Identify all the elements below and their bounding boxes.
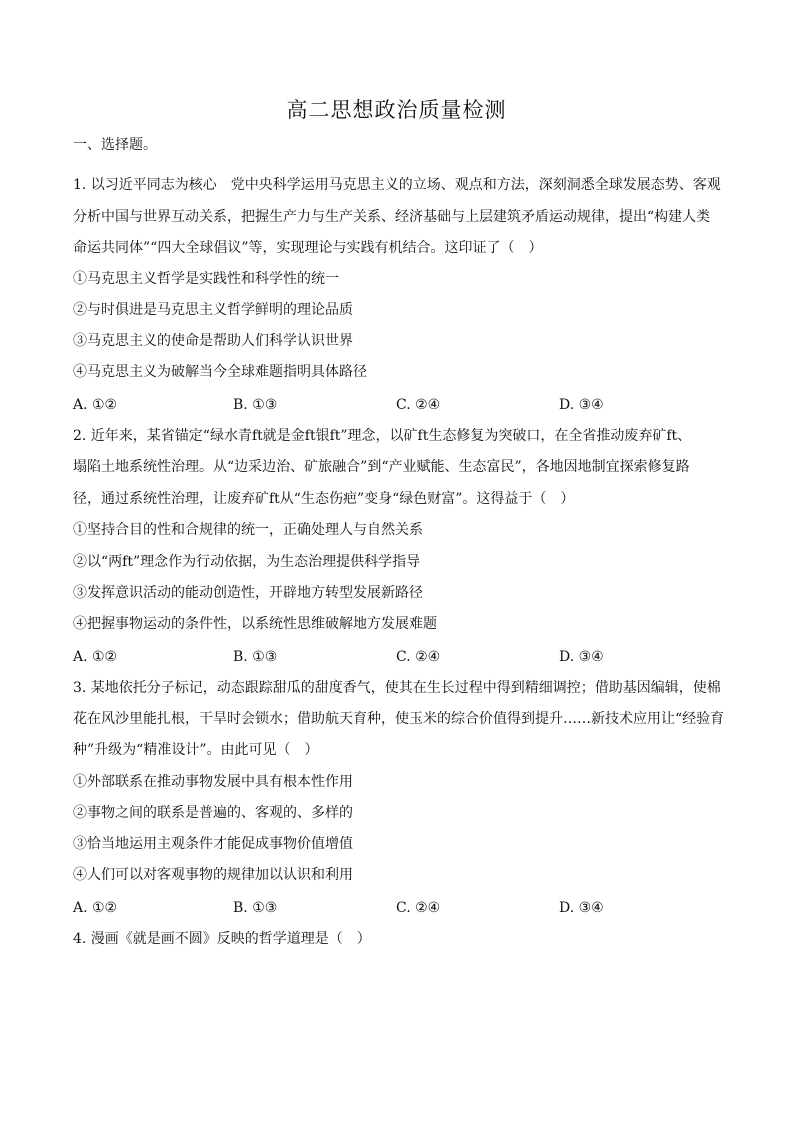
question-1-item-2: ②与时俱进是马克思主义哲学鲜明的理论品质: [73, 302, 353, 318]
question-3-stem-line-3: 种”升级为“精准设计”。由此可见（ ）: [73, 742, 319, 758]
question-1-stem-line-2: 分析中国与世界互动关系，把握生产力与生产关系、经济基础与上层建筑矛盾运动规律，提出“构建人类: [73, 209, 711, 225]
option-a: A. ①②: [73, 397, 118, 413]
question-2-item-4: ④把握事物运动的条件性，以系统性思维破解地方发展难题: [73, 616, 437, 632]
option-d: D. ③④: [559, 397, 604, 413]
option-a: A. ①②: [73, 900, 118, 916]
option-a: A. ①②: [73, 649, 118, 665]
option-b: B. ①③: [233, 649, 278, 665]
question-2-item-1: ①坚持合目的性和合规律的统一，正确处理人与自然关系: [73, 522, 423, 538]
option-d: D. ③④: [559, 649, 604, 665]
question-1-options: [73, 396, 723, 414]
question-3-options: [73, 899, 723, 917]
option-c: C. ②④: [396, 397, 441, 413]
question-1-stem-line-1: 1. 以习近平同志为核心 党中央科学运用马克思主义的立场、观点和方法，深刻洞悉全球发展态势、客观: [73, 177, 721, 193]
question-3-item-4: ④人们可以对客观事物的规律加以认识和利用: [73, 867, 353, 883]
question-3-item-2: ②事物之间的联系是普遍的、客观的、多样的: [73, 805, 353, 821]
option-c: C. ②④: [396, 649, 441, 665]
question-3-item-1: ①外部联系在推动事物发展中具有根本性作用: [73, 774, 353, 790]
question-1-item-4: ④马克思主义为破解当今全球难题指明具体路径: [73, 364, 367, 380]
option-d: D. ③④: [559, 900, 604, 916]
question-1-stem-line-3: 命运共同体”“四大全球倡议”等，实现理论与实践有机结合。这印证了（ ）: [73, 240, 543, 256]
question-1-item-3: ③马克思主义的使命是帮助人们科学认识世界: [73, 333, 353, 349]
question-3-item-3: ③恰当地运用主观条件才能促成事物价值增值: [73, 836, 353, 852]
question-3-stem-line-2: 花在风沙里能扎根，干旱时会锁水；借助航天育种，使玉米的综合价值得到提升……新技术应用让“经验育: [73, 711, 725, 727]
question-4-stem-line-1: 4. 漫画《就是画不圆》反映的哲学道理是（ ）: [73, 931, 371, 947]
question-2-item-2: ②以“两ft”理念作为行动依据，为生态治理提供科学指导: [73, 554, 421, 570]
question-2-stem-line-3: 径，通过系统性治理，让废弃矿ft从“生态伤疤”变身“绿色财富”。这得益于（ ）: [73, 491, 575, 507]
question-2-stem-line-2: 塌陷土地系统性治理。从“边采边治、矿旅融合”到“产业赋能、生态富民”，各地因地制宜探索修复路: [73, 459, 690, 475]
question-2-options: [73, 648, 723, 666]
question-2-stem-line-1: 2. 近年来，某省锚定“绿水青ft就是金ft银ft”理念，以矿ft生态修复为突破口，在全省推动废弃矿ft、: [73, 428, 692, 444]
question-3-stem-line-1: 3. 某地依托分子标记，动态跟踪甜瓜的甜度香气，使其在生长过程中得到精细调控；借助基因编辑，使棉: [73, 680, 721, 696]
option-b: B. ①③: [233, 397, 278, 413]
question-1-item-1: ①马克思主义哲学是实践性和科学性的统一: [73, 271, 339, 287]
question-2-item-3: ③发挥意识活动的能动创造性，开辟地方转型发展新路径: [73, 585, 423, 601]
section-heading: 一、选择题。: [73, 137, 157, 153]
page-title: 高二思想政治质量检测: [286, 98, 507, 122]
option-b: B. ①③: [233, 900, 278, 916]
option-c: C. ②④: [396, 900, 441, 916]
